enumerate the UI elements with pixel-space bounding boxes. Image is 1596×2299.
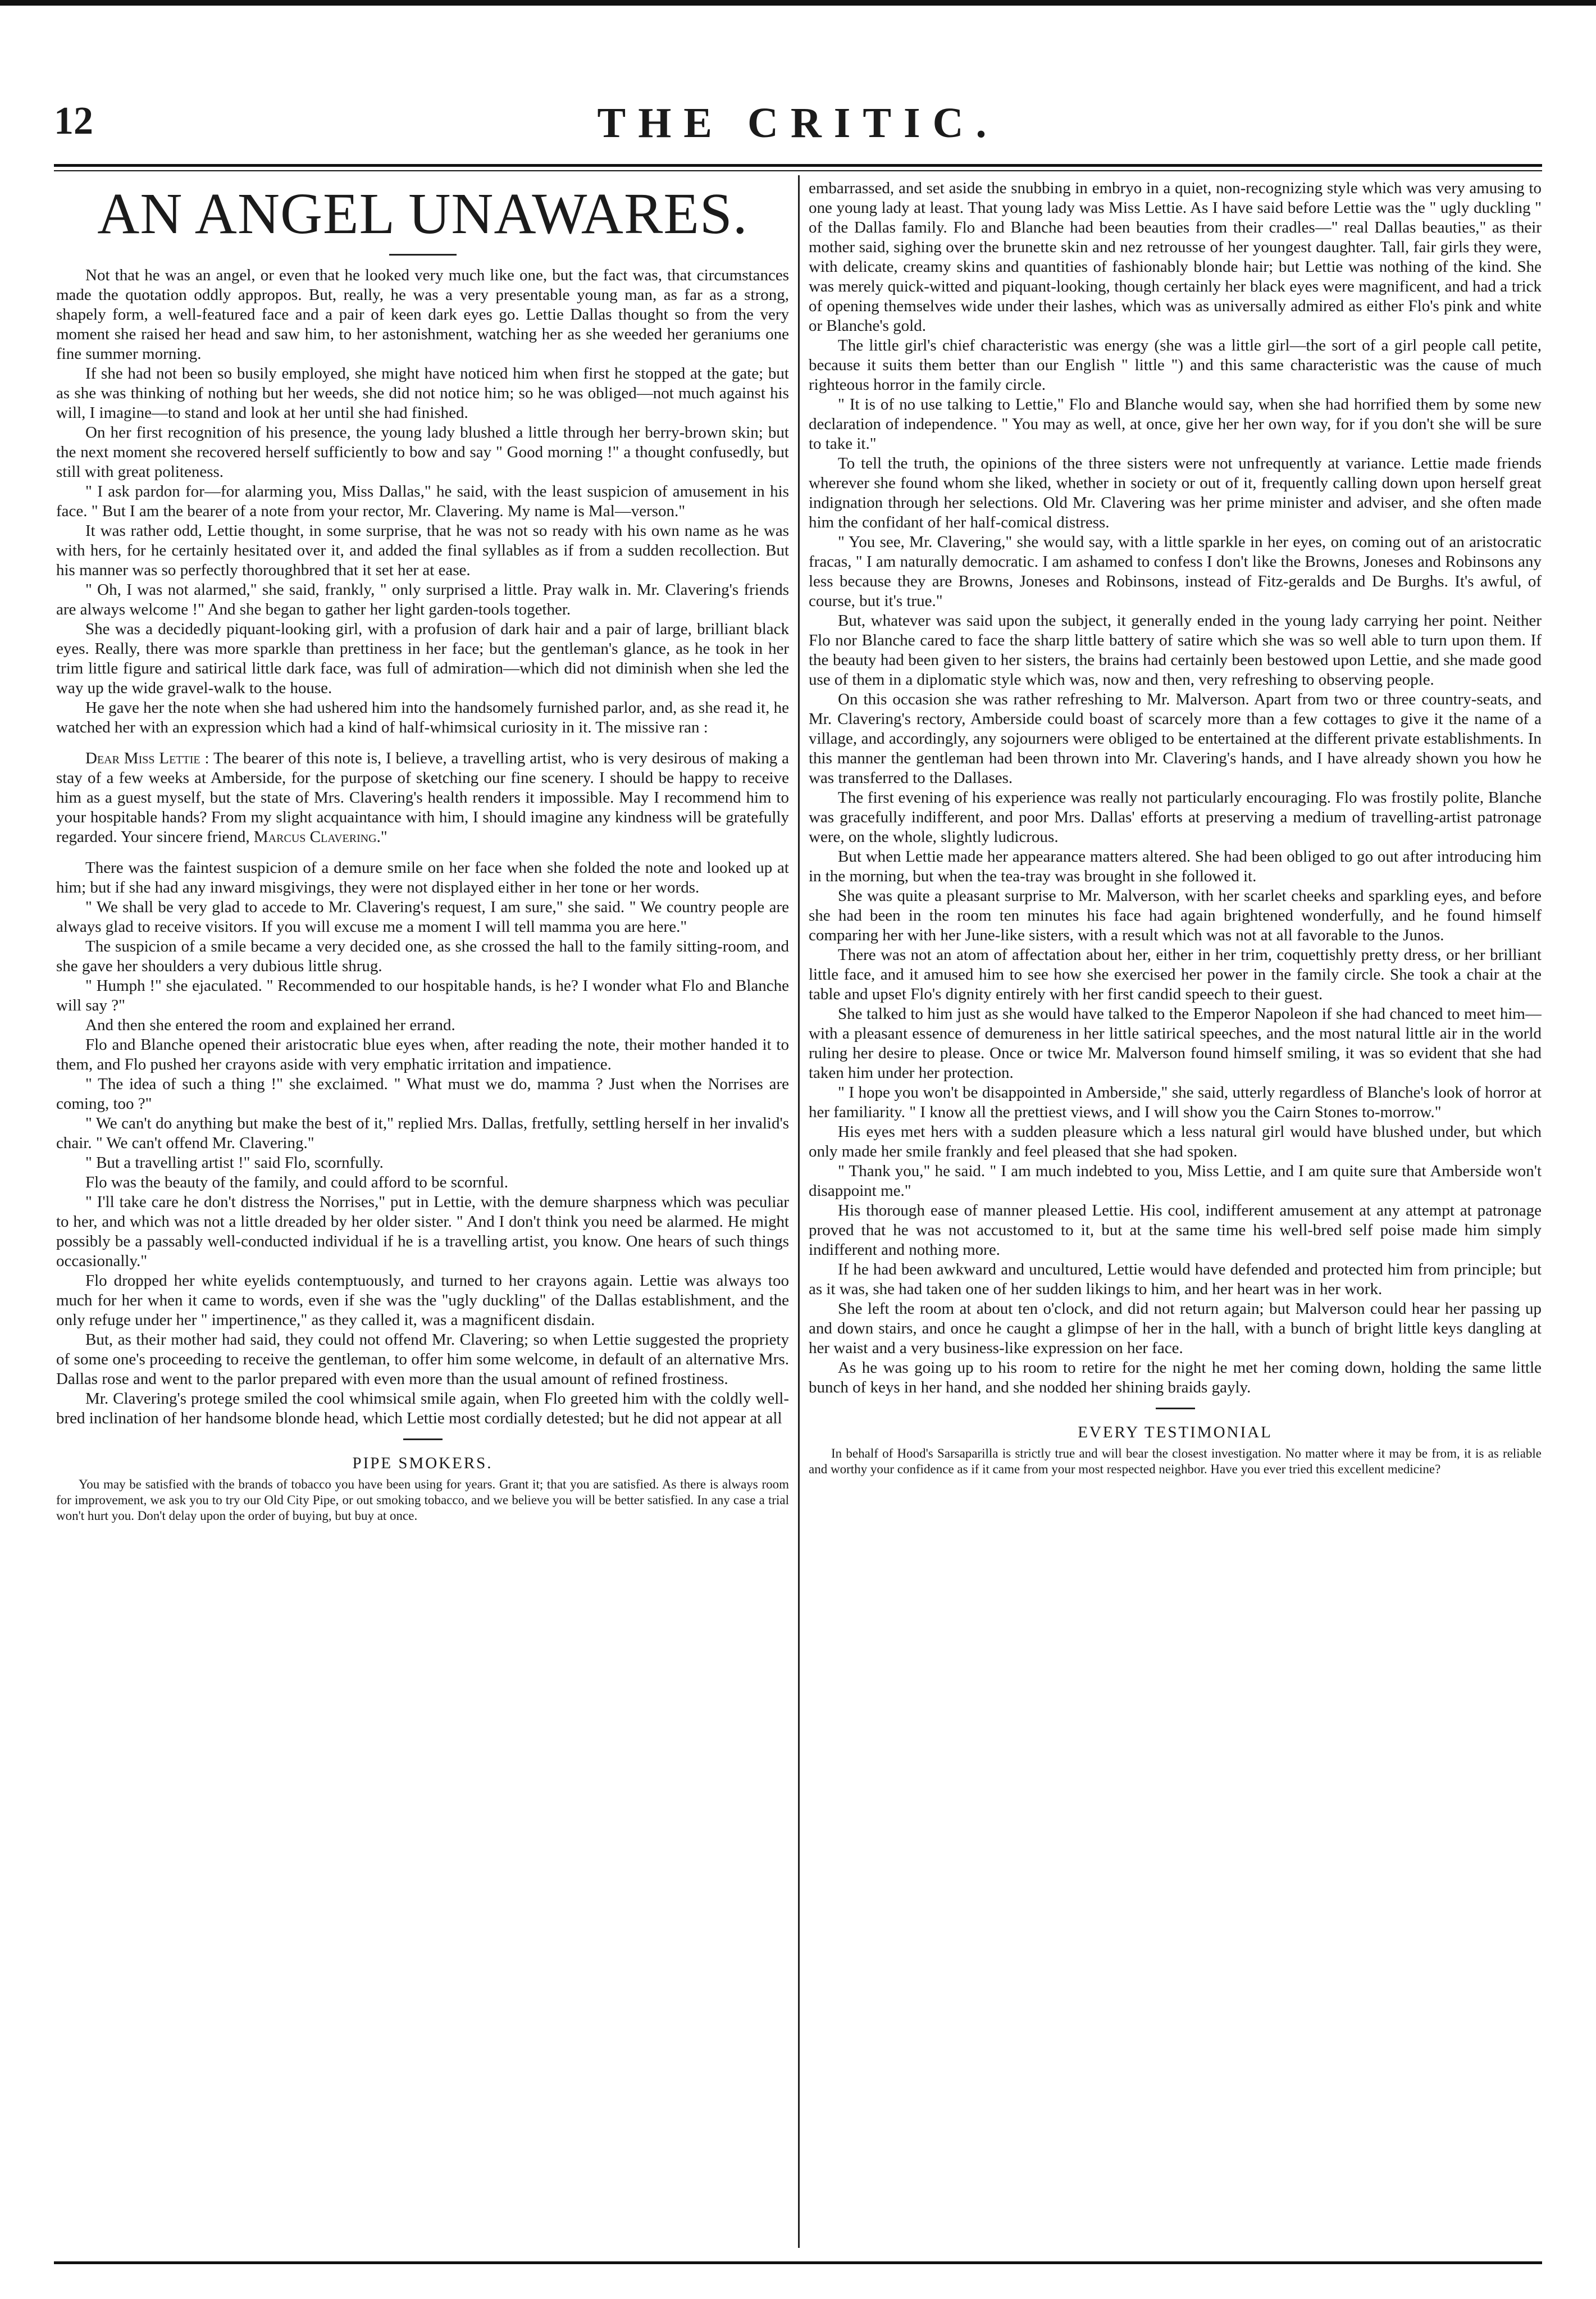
- paragraph: There was not an atom of affectation about her, either in her trim, coquettishly pretty dress, or her brilliant little face, and it amused him to see how she exercised her power in the family circle. She took a chair at the table and upset Flo's dignity entirely with her first candid speech to their guest.: [809, 946, 1542, 1003]
- paragraph: As he was going up to his room to retire for the night he met her coming down, holding the same little bunch of keys in her hand, and she nodded her shining braids gayly.: [809, 1359, 1542, 1396]
- page-number: 12: [54, 99, 93, 143]
- paragraph: His thorough ease of manner pleased Lettie. His cool, indifferent amusement at any attempt at patronage proved that he was not accustomed to it, but at the same time his well-bred self poise made him simply indifferent and nothing more.: [809, 1201, 1542, 1259]
- letter-salutation: Dear Miss Lettie :: [85, 749, 209, 767]
- paragraph: " I ask pardon for—for alarming you, Miss Dallas," he said, with the least suspicion of amusement in his face. " But I am the bearer of a note from your rector, Mr. Clavering. My name is Mal—verson.": [56, 482, 789, 520]
- paragraph: " But a travelling artist !" said Flo, scornfully.: [85, 1154, 384, 1172]
- paragraph: On this occasion she was rather refreshing to Mr. Malverson. Apart from two or three country-seats, and Mr. Clavering's rectory, Amberside could boast of scarcely more than a few cottages to give it the name of a village, and accordingly, any sojourners were obliged to be entertained at the different private establishments. In this manner the gentleman had been thrown into Mr. Clavering's hands, and I have already shown you how he was transferred to the Dallases.: [809, 690, 1542, 787]
- paragraph: But, whatever was said upon the subject, it generally ended in the young lady carrying her point. Neither Flo nor Blanche cared to face the sharp little battery of satire which she was so well able to turn upon them. If the beauty had been given to her sisters, the brains had certainly been bestowed upon Lettie, and she made good use of them in a diplomatic style which was, now and then, very refreshing to observing people.: [809, 612, 1542, 689]
- paragraph: If she had not been so busily employed, she might have noticed him when first he stopped at the gate; but as she was thinking of nothing but her weeds, she did not notice him; so he was obliged—not much against his will, I imagine—to stand and look at her until she had finished.: [56, 365, 789, 422]
- paragraph: " I'll take care he don't distress the Norrises," put in Lettie, with the demure sharpness which was peculiar to her, and which was not a little dreaded by her older sister. " And I don't think you need be alarmed. He might possibly be a passably well-conducted individual if he is a travelling artist, you know. One hears of such things occasionally.": [56, 1193, 789, 1270]
- paragraph: Flo was the beauty of the family, and could afford to be scornful.: [85, 1173, 508, 1191]
- paragraph: The suspicion of a smile became a very decided one, as she crossed the hall to the family sitting-room, and she gave her shoulders a very dubious little shrug.: [56, 937, 789, 975]
- title-rule: [389, 254, 457, 256]
- story-body-part-1: [56, 266, 789, 737]
- paragraph: She talked to him just as she would have talked to the Emperor Napoleon if she had chanced to meet him—with a pleasant essence of demureness in her little satirical speeches, and the most natural little air in the world ruling her desire to please. Once or twice Mr. Malverson found himself smiling, it was so evident that she had taken him under her protection.: [809, 1005, 1542, 1082]
- paragraph: But, as their mother had said, they could not offend Mr. Clavering; so when Lettie suggested the propriety of some one's proceeding to receive the gentleman, to offer him some welcome, in default of an alternative Mrs. Dallas rose and went to the parlor prepared with even more than the usual amount of refined frostiness.: [56, 1331, 789, 1388]
- page-header: [54, 99, 1542, 166]
- story-title: AN ANGEL UNAWARES.: [97, 181, 748, 246]
- paragraph: Flo dropped her white eyelids contemptuously, and turned to her crayons again. Lettie was always too much for her when it came to words, even if she was the "ugly duckling" of the Dallas establishment, and the only refuge under her " impertinence," as they called it, was a magnificent disdain.: [56, 1272, 789, 1329]
- letter-text: The bearer of this note is, I believe, a travelling artist, who is very desirous of making a stay of a few weeks at Amberside, for the purpose of sketching our fine scenery. I should be happy to receive him as a guest myself, but the state of Mrs. Clavering's health renders it impossible. May I recommend him to your hospitable hands? From my slight acquaintance with him, I should imagine any kindness will be gratefully regarded. Your sincere friend,: [56, 749, 789, 846]
- paragraph: " I hope you won't be disappointed in Amberside," she said, utterly regardless of Blanche's look of horror at her familiarity. " I know all the prettiest views, and I will show you the Cairn Stones to-morrow.": [809, 1084, 1542, 1121]
- paragraph: Mr. Clavering's protege smiled the cool whimsical smile again, when Flo greeted him with the coldly well-bred inclination of her handsome blonde head, which Lettie most cordially detested; but he did not appear at all: [56, 1390, 789, 1427]
- paragraph: She was a decidedly piquant-looking girl, with a profusion of dark hair and a pair of large, brilliant black eyes. Really, there was more sparkle than prettiness in her face; but the gentleman's glance, as he took in her trim little figure and satirical little dark face, was full of admiration—which did not diminish when she led the way up the wide gravel-walk to the house.: [56, 620, 789, 697]
- paragraph: " It is of no use talking to Lettie," Flo and Blanche would say, when she had horrified them by some new declaration of independence. " You may as well, at once, give her her own way, for if you don't she will be sure to take it.": [809, 395, 1542, 453]
- paragraph: To tell the truth, the opinions of the three sisters were not unfrequently at variance. Lettie made friends wherever she found whom she liked, whether in society or out of it, frequently calling down upon herself great indignation through her selections. Old Mr. Clavering was her prime minister and adviser, and she often made him the confidant of her half-comical distress.: [809, 454, 1542, 531]
- paragraph: " Thank you," he said. " I am much indebted to you, Miss Lettie, and I am quite sure that Amberside won't disappoint me.": [809, 1162, 1542, 1200]
- ad-heading: PIPE SMOKERS.: [352, 1454, 493, 1472]
- paragraph: It was rather odd, Lettie thought, in some surprise, that he was not so ready with his own name as he was with hers, for he certainly hesitated over it, and added the final syllables as if from a sudden recollection. But his manner was so perfectly thoroughbred that it set her at ease.: [56, 522, 789, 579]
- column-divider: [798, 175, 800, 2248]
- paragraph: There was the faintest suspicion of a demure smile on her face when she folded the note and looked up at him; but if she had any inward misgivings, they were not displayed either in her tone or her words.: [56, 859, 789, 896]
- paragraph: " Humph !" she ejaculated. " Recommended to our hospitable hands, is he? I wonder what Flo and Blanche will say ?": [56, 977, 789, 1014]
- paragraph: If he had been awkward and uncultured, Lettie would have defended and protected him from principle; but as it was, she had taken one of her sudden likings to him, and her heart was in her work.: [809, 1260, 1542, 1298]
- testimonial-ad: [809, 1408, 1542, 1477]
- paragraph: Flo and Blanche opened their aristocratic blue eyes when, after reading the note, their mother handed it to them, and Flo pushed her crayons aside with very emphatic irritation and impatience.: [56, 1036, 789, 1073]
- paragraph: " We shall be very glad to accede to Mr. Clavering's request, I am sure," she said. " We country people are always glad to receive visitors. If you will excuse me a moment I will tell mamma you are here.": [56, 898, 789, 936]
- paragraph: " We can't do anything but make the best of it," replied Mrs. Dallas, fretfully, settling herself in her invalid's chair. " We can't offend Mr. Clavering.": [56, 1114, 789, 1152]
- bottom-border-rule: [54, 2261, 1542, 2264]
- paragraph: " Oh, I was not alarmed," she said, frankly, " only surprised a little. Pray walk in. Mr. Clavering's friends are always welcome !" And she began to gather her light garden-tools together.: [56, 581, 789, 618]
- ad-rule: [1156, 1408, 1195, 1409]
- paragraph: His eyes met hers with a sudden pleasure which a less natural girl would have blushed under, but which only made her smile frankly and feel pleased that she had spoken.: [809, 1123, 1542, 1160]
- letter-signature: Marcus Clavering.": [253, 828, 387, 846]
- paragraph: embarrassed, and set aside the snubbing in embryo in a quiet, non-recognizing style which was very amusing to one young lady at least. That young lady was Miss Lettie. As I have said before Lettie was the " ugly duckling " of the Dallas family. Flo and Blanche had been beauties from their cradles—" real Dallas beauties," as their mother said, sighing over the brunette skin and nez retrousse of her youngest daughter. Tall, fair girls they were, with delicate, creamy skins and quantities of fashionably blonde hair; but Lettie was nothing of the kind. She was merely quick-witted and piquant-looking, though certainly her black eyes were magnificent, and had a trick of opening themselves wide under their lashes, which was as universally admired as either Flo's pink and white or Blanche's gold.: [809, 179, 1542, 335]
- paragraph: And then she entered the room and explained her errand.: [85, 1016, 455, 1034]
- ad-text: You may be satisfied with the brands of tobacco you have been using for years. Grant it; that you are satisfied. As there is always room for improvement, we ask you to try our Old City Pipe, or out smoking tobacco, and we believe you will be better satisfied. In any case a trial won't hurt you. Don't delay upon the order of buying, but buy at once.: [56, 1477, 789, 1523]
- story-body-part-2: [56, 858, 789, 1428]
- ad-text: In behalf of Hood's Sarsaparilla is strictly true and will bear the closest investigation. No matter where it may be from, it is as reliable and worthy your confidence as if it came from your most respected neighbor. Have you ever tried this excellent medicine?: [809, 1446, 1542, 1476]
- paragraph: The first evening of his experience was really not particularly encouraging. Flo was frostily polite, Blanche was gracefully indifferent, and poor Mrs. Dallas' efforts at preserving a medium of travelling-artist patronage were, on the whole, slightly ludicrous.: [809, 789, 1542, 846]
- paragraph: But when Lettie made her appearance matters altered. She had been obliged to go out after introducing him in the morning, but when the tea-tray was brought in she followed it.: [809, 848, 1542, 885]
- letter-body: [56, 749, 789, 847]
- paragraph: She was quite a pleasant surprise to Mr. Malverson, with her scarlet cheeks and sparkling eyes, and before she had been in the room ten minutes his face had again brightened wonderfully, and he found himself comparing her with her June-like sisters, with a result which was not at all favorable to the Junos.: [809, 887, 1542, 944]
- left-column: [56, 179, 789, 2251]
- top-border-rule: [0, 0, 1596, 6]
- masthead: THE CRITIC.: [597, 99, 999, 147]
- paragraph: " You see, Mr. Clavering," she would say, with a little sparkle in her eyes, on coming out of an aristocratic fracas, " I am naturally democratic. I am ashamed to confess I don't like the Browns, Joneses and Robinsons any less because they are Browns, Joneses and Robinsons, instead of Fitz-geralds and De Burghs. It's awful, of course, but it's true.": [809, 533, 1542, 610]
- header-rule-thick: [54, 164, 1542, 167]
- ad-rule: [403, 1438, 443, 1440]
- paragraph: He gave her the note when she had ushered him into the handsomely furnished parlor, and, as she read it, he watched her with an expression which had a kind of half-whimsical curiosity in it. The missive ran :: [56, 699, 789, 736]
- pipe-smokers-ad: [56, 1438, 789, 1524]
- paragraph: Not that he was an angel, or even that he looked very much like one, but the fact was, that circumstances made the quotation oddly appropos. But, really, he was a very presentable young man, as far as a strong, shapely form, a well-featured face and a pair of keen dark eyes go. Lettie Dallas thought so from the very moment she raised her head and saw him, to her astonishment, watching her as she weeded her geraniums one fine summer morning.: [56, 266, 789, 363]
- paragraph: " The idea of such a thing !" she exclaimed. " What must we do, mamma ? Just when the Norrises are coming, too ?": [56, 1075, 789, 1113]
- paragraph: She left the room at about ten o'clock, and did not return again; but Malverson could hear her passing up and down stairs, and once he caught a glimpse of her in the hall, with a bunch of bright little keys dangling at her waist and a very business-like expression on her face.: [809, 1300, 1542, 1357]
- right-column: [809, 179, 1542, 2251]
- paragraph: On her first recognition of his presence, the young lady blushed a little through her berry-brown skin; but the next moment she recovered herself sufficiently to bow and say " Good morning !" a thought confusedly, but still with great politeness.: [56, 424, 789, 481]
- ad-heading: EVERY TESTIMONIAL: [1078, 1423, 1273, 1441]
- header-rule-thin: [54, 170, 1542, 171]
- quoted-letter: [56, 749, 789, 847]
- paragraph: The little girl's chief characteristic was energy (she was a little girl—the sort of a girl people call petite, because it suits them better than our English " little ") and this same characteristic was the cause of much righteous horror in the family circle.: [809, 336, 1542, 394]
